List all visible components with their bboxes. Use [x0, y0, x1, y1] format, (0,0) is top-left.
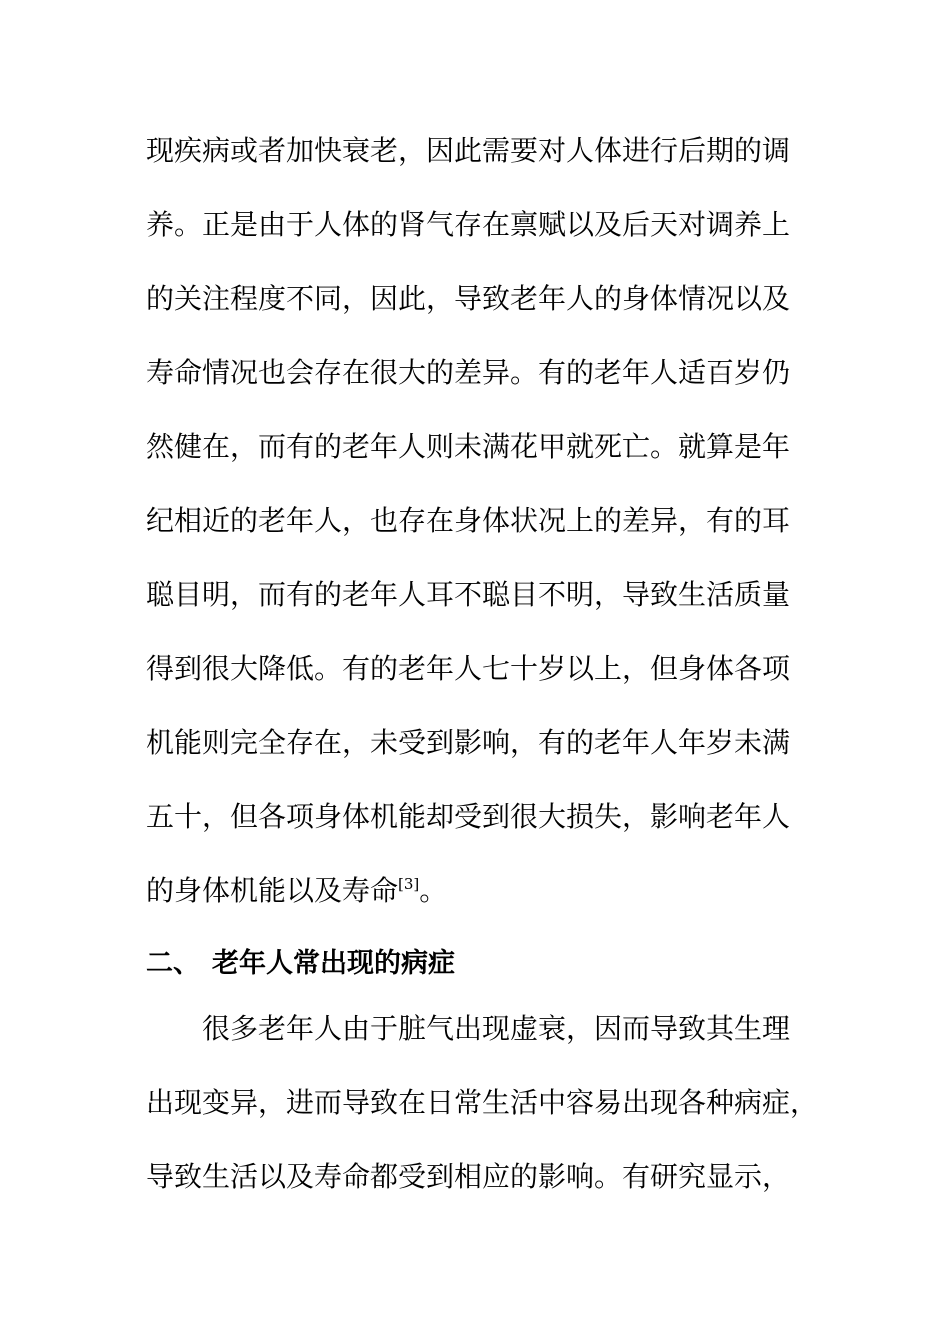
section-heading: [146, 944, 455, 984]
citation-reference[interactable]: [3]: [398, 875, 420, 893]
paragraph-line: 机能则完全存在，未受到影响，有的老年人年岁未满: [146, 726, 791, 759]
paragraph-end-punctuation: 。: [419, 874, 448, 907]
paragraph-line: 五十，但各项身体机能却受到很大损失，影响老年人: [146, 800, 791, 833]
section-title: 老年人常出现的病症: [212, 948, 455, 979]
paragraph-line: 养。正是由于人体的肾气存在禀赋以及后天对调养上: [146, 208, 791, 241]
paragraph-line: 现疾病或者加快衰老，因此需要对人体进行后期的调: [146, 134, 791, 167]
paragraph-last-line: [146, 871, 447, 911]
paragraph-text: 的身体机能以及寿命: [146, 874, 399, 907]
paragraph-line: 寿命情况也会存在很大的差异。有的老年人适百岁仍: [146, 356, 791, 389]
paragraph-line: 得到很大降低。有的老年人七十岁以上，但身体各项: [146, 652, 791, 685]
paragraph-line: 出现变异，进而导致在日常生活中容易出现各种病症，: [146, 1086, 819, 1119]
paragraph-line: 很多老年人由于脏气出现虚衰，因而导致其生理: [202, 1012, 791, 1045]
paragraph-line: 的关注程度不同，因此，导致老年人的身体情况以及: [146, 282, 791, 315]
paragraph-line: 纪相近的老年人，也存在身体状况上的差异，有的耳: [146, 504, 791, 537]
paragraph-line: 聪目明，而有的老年人耳不聪目不明，导致生活质量: [146, 578, 791, 611]
paragraph-line: 导致生活以及寿命都受到相应的影响。有研究显示，: [146, 1160, 791, 1193]
paragraph-line: 然健在，而有的老年人则未满花甲就死亡。就算是年: [146, 430, 791, 463]
section-number: 二、: [146, 948, 200, 979]
